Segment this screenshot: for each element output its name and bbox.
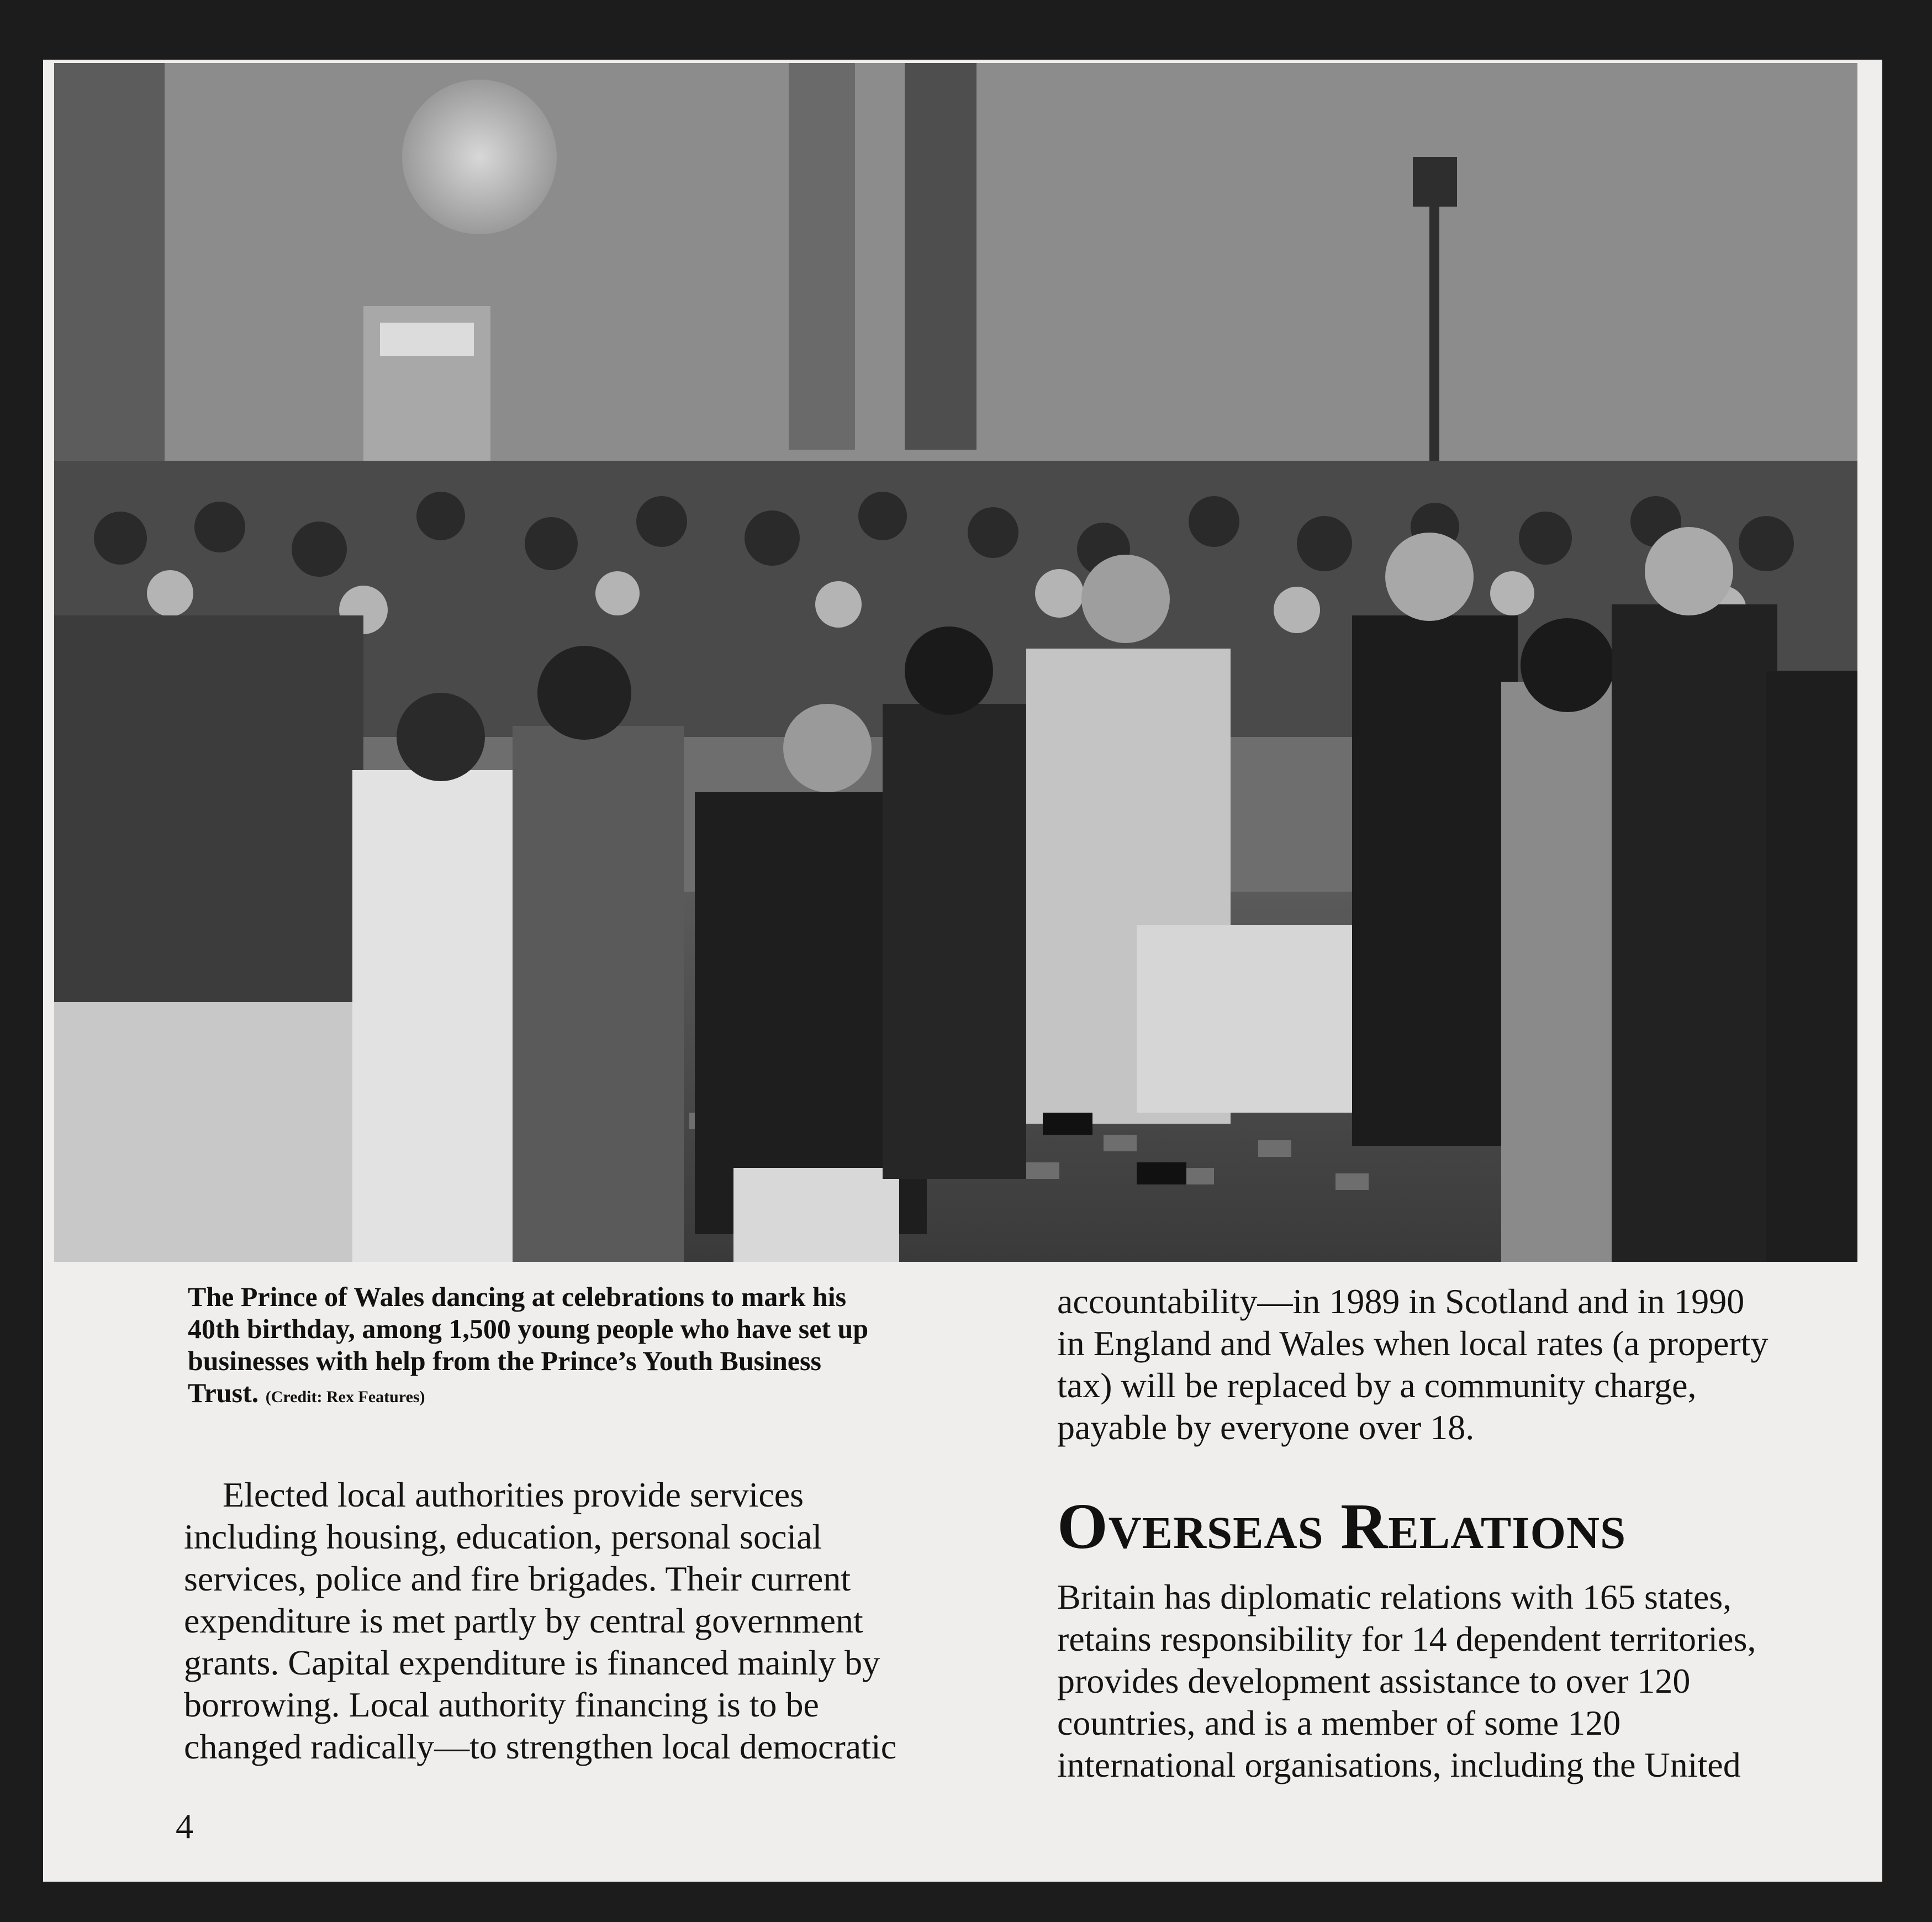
text-line: provides development assistance to over 120 bbox=[1057, 1661, 1691, 1700]
caption-line: 40th birthday, among 1,500 young people who have set up bbox=[188, 1313, 869, 1344]
text-line: changed radically—to strengthen local democratic bbox=[184, 1727, 897, 1766]
caption-text: Trust. bbox=[188, 1377, 259, 1408]
caption-line: The Prince of Wales dancing at celebrations to mark his bbox=[188, 1281, 847, 1312]
text-line: tax) will be replaced by a community charge, bbox=[1057, 1366, 1697, 1405]
text-line: retains responsibility for 14 dependent territories, bbox=[1057, 1619, 1756, 1658]
text-line: services, police and fire brigades. Their current bbox=[184, 1559, 851, 1598]
photo-credit: (Credit: Rex Features) bbox=[265, 1388, 425, 1406]
page-number: 4 bbox=[176, 1807, 193, 1846]
section-heading: Overseas Relations bbox=[1057, 1490, 1627, 1562]
brochure-page bbox=[43, 60, 1882, 1882]
overseas-relations-paragraph bbox=[1057, 1576, 1869, 1786]
caption-line-last bbox=[188, 1377, 1038, 1413]
text-line: borrowing. Local authority financing is to be bbox=[184, 1685, 819, 1724]
photo-caption bbox=[188, 1281, 1038, 1413]
text-line: accountability—in 1989 in Scotland and in 1990 bbox=[1057, 1282, 1745, 1321]
text-line: in England and Wales when local rates (a property bbox=[1057, 1324, 1769, 1363]
event-photograph bbox=[54, 63, 1857, 1262]
text-line: Elected local authorities provide services bbox=[223, 1475, 804, 1514]
text-line: expenditure is met partly by central government bbox=[184, 1601, 863, 1640]
continued-paragraph bbox=[1057, 1281, 1858, 1449]
text-line: grants. Capital expenditure is financed mainly by bbox=[184, 1643, 880, 1682]
caption-line: businesses with help from the Prince’s Youth Business bbox=[188, 1345, 821, 1376]
text-line: including housing, education, personal social bbox=[184, 1517, 822, 1556]
text-line: Britain has diplomatic relations with 165 states, bbox=[1057, 1577, 1732, 1616]
text-line: international organisations, including the United bbox=[1057, 1745, 1741, 1784]
text-line: countries, and is a member of some 120 bbox=[1057, 1703, 1621, 1742]
local-authorities-paragraph bbox=[184, 1474, 1029, 1768]
text-line: payable by everyone over 18. bbox=[1057, 1408, 1475, 1447]
